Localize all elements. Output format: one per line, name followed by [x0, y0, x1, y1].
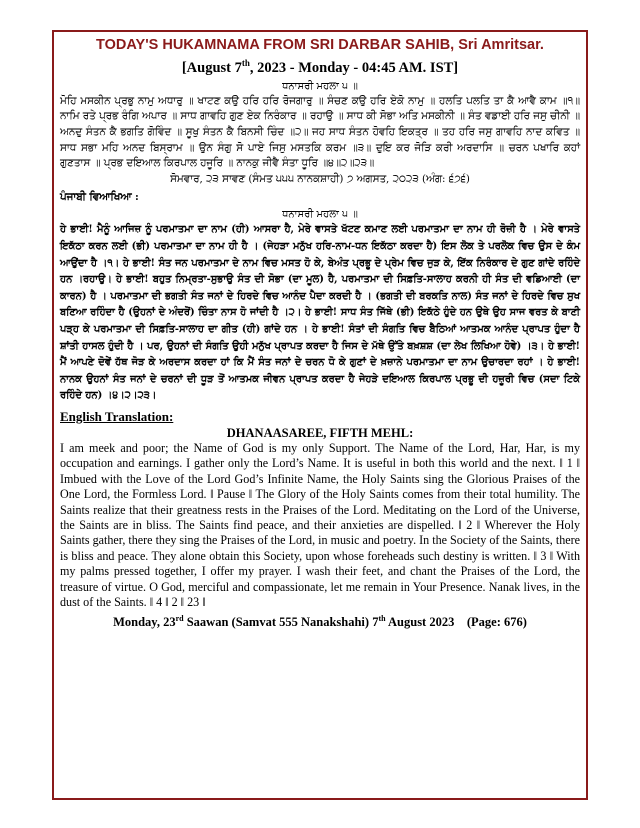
- footer-sup-1: rd: [175, 614, 184, 624]
- punjabi-heading: ਧਨਾਸਰੀ ਮਹਲਾ ੫ ॥: [282, 209, 358, 221]
- footer-part-1: Monday, 23: [113, 615, 176, 630]
- gurbani-text: ਮੋਹਿ ਮਸਕੀਨ ਪ੍ਰਭੁ ਨਾਮੁ ਅਧਾਰੁ ॥ ਖਾਟਣ ਕਉ ਹਰਿ ਹਰਿ ਰੋਜਗਾਰੁ ॥ ਸੰਚਣ ਕਉ ਹਰਿ ਏਕੋ ਨਾਮੁ ॥ ਹਲਤਿ ਪਲਤਿ ਤਾ ਕੈ ਆਵੈ ਕਾਮ ॥੧॥ ਨਾਮਿ ਰਤੇ ਪ੍ਰਭ ਰੰਗਿ ਅਪਾਰ ॥ ਸਾਧ ਗਾਵਹਿ ਗੁਣ ਏਕ ਨਿਰੰਕਾਰ ॥ ਰਹਾਉ ॥ ਸਾਧ ਕੀ ਸੋਭਾ ਅਤਿ ਮਸਕੀਨੀ ॥ ਸੰਤ ਵਡਾਈ ਹਰਿ ਜਸੁ ਚੀਨੀ ॥ ਅਨਦੁ ਸੰਤਨ ਕੈ ਭਗਤਿ ਗੋਵਿੰਦ ॥ ਸੂਖੁ ਸੰਤਨ ਕੈ ਬਿਨਸੀ ਚਿੰਦ ॥੨॥ ਜਹ ਸਾਧ ਸੰਤਨ ਹੋਵਹਿ ਇਕਤ੍ਰ ॥ ਤਹ ਹਰਿ ਜਸੁ ਗਾਵਹਿ ਨਾਦ ਕਵਿਤ ॥ ਸਾਧ ਸਭਾ ਮਹਿ ਅਨਦ ਬਿਸ੍ਰਾਮ ॥ ਉਨ ਸੰਗੁ ਸੋ ਪਾਏ ਜਿਸੁ ਮਸਤਕਿ ਕਰਮ ॥੩॥ ਦੁਇ ਕਰ ਜੋੜਿ ਕਰੀ ਅਰਦਾਸਿ ॥ ਚਰਨ ਪਖਾਰਿ ਕਹਾਂ ਗੁਣਤਾਸ ॥ ਪ੍ਰਭ ਦਇਆਲ ਕਿਰਪਾਲ ਹਜੂਰਿ ॥ ਨਾਨਕੁ ਜੀਵੈ ਸੰਤਾ ਧੂਰਿ ॥੪॥੨॥੨੩॥: [60, 94, 580, 170]
- english-translation: I am meek and poor; the Name of God is my only Support. The Name of the Lord, Har, Har, is my occupation and earnings. I gather only the Lord’s Name. It is useful in both this world and the next. ‖ 1 ‖ Imbued with the Love of the Lord God’s Infinite Name, the Holy Saints sing the Glorious Praises of the One Lord, the Formless Lord. ‖ Pause ‖ The Glory of the Holy Saints comes from their total humility. The Saints realize that their greatness rests in the Praises of the Lord. Meditating on the Lord of the Universe, the Saints are in bliss. The Saints find peace, and their anxieties are dispelled. ‖ 2 ‖ Wherever the Holy Saints gather, there they sing the Praises of the Lord, in music and poetry. In the Society of the Saints, there is bliss and peace. They alone obtain this Society, upon whose foreheads such destiny is written. ‖ 3 ‖ With my palms pressed together, I offer my prayer. I wash their feet, and chant the Praises of the Lord, the treasure of virtue. O God, merciful and compassionate, let me remain in Your Presence. Nanak lives, in the dust of the Saints. ‖ 4 ‖ 2 ‖ 23 ‖: [60, 440, 580, 609]
- english-section-label: English Translation:: [60, 408, 174, 424]
- hukamnama-page: [52, 30, 588, 800]
- punjabi-section-label: ਪੰਜਾਬੀ ਵਿਆਖਿਆ :: [60, 191, 139, 204]
- footer-part-2: Saawan (Samvat 555 Nanakshahi) 7: [183, 615, 379, 630]
- punjabi-explanation: ਹੇ ਭਾਈ! ਮੈਨੂੰ ਆਜਿਜ਼ ਨੂੰ ਪਰਮਾਤਮਾ ਦਾ ਨਾਮ (ਹੀ) ਆਸਰਾ ਹੈ, ਮੇਰੇ ਵਾਸਤੇ ਖੱਟਣ ਕਮਾਣ ਲਈ ਪਰਮਾਤਮਾ ਦਾ ਨਾਮ ਹੀ ਰੋਜ਼ੀ ਹੈ । ਮੇਰੇ ਵਾਸਤੇ ਇਕੱਠਾ ਕਰਨ ਲਈ (ਭੀ) ਪਰਮਾਤਮਾ ਦਾ ਨਾਮ ਹੀ ਹੈ । (ਜੇਹੜਾ ਮਨੁੱਖ ਹਰਿ-ਨਾਮ-ਧਨ ਇਕੱਠਾ ਕਰਦਾ ਹੈ) ਇਸ ਲੋਕ ਤੇ ਪਰਲੋਕ ਵਿਚ ਉਸ ਦੇ ਕੰਮ ਆਉਂਦਾ ਹੈ ।੧। ਹੇ ਭਾਈ! ਸੰਤ ਜਨ ਪਰਮਾਤਮਾ ਦੇ ਨਾਮ ਵਿਚ ਮਸਤ ਹੋ ਕੇ, ਬੇਅੰਤ ਪ੍ਰਭੂ ਦੇ ਪ੍ਰੇਮ ਵਿਚ ਜੁੜ ਕੇ, ਇੱਕ ਨਿਰੰਕਾਰ ਦੇ ਗੁਣ ਗਾਂਦੇ ਰਹਿੰਦੇ ਹਨ ।ਰਹਾਉ। ਹੇ ਭਾਈ! ਬਹੁਤ ਨਿਮ੍ਰਤਾ-ਸੁਭਾਉ ਸੰਤ ਦੀ ਸੋਭਾ (ਦਾ ਮੂਲ) ਹੈ, ਪਰਮਾਤਮਾ ਦੀ ਸਿਫ਼ਤਿ-ਸਾਲਾਹ ਕਰਨੀ ਹੀ ਸੰਤ ਦੀ ਵਡਿਆਈ (ਦਾ ਕਾਰਨ) ਹੈ । ਪਰਮਾਤਮਾ ਦੀ ਭਗਤੀ ਸੰਤ ਜਨਾਂ ਦੇ ਹਿਰਦੇ ਵਿਚ ਆਨੰਦ ਪੈਦਾ ਕਰਦੀ ਹੈ । (ਭਗਤੀ ਦੀ ਬਰਕਤਿ ਨਾਲ) ਸੰਤ ਜਨਾਂ ਦੇ ਹਿਰਦੇ ਵਿਚ ਸੁਖ ਬਣਿਆ ਰਹਿੰਦਾ ਹੈ (ਉਹਨਾਂ ਦੇ ਅੰਦਰੋਂ) ਚਿੰਤਾ ਨਾਸ ਹੋ ਜਾਂਦੀ ਹੈ ।੨। ਹੇ ਭਾਈ! ਸਾਧ ਸੰਤ ਜਿੱਥੇ (ਭੀ) ਇਕੱਠੇ ਹੁੰਦੇ ਹਨ ਉਥੇ ਉਹ ਸਾਜ ਵਰਤ ਕੇ ਬਾਣੀ ਪੜ੍ਹ ਕੇ ਪਰਮਾਤਮਾ ਦੀ ਸਿਫ਼ਤਿ-ਸਾਲਾਹ ਦਾ ਗੀਤ (ਹੀ) ਗਾਂਦੇ ਹਨ । ਹੇ ਭਾਈ! ਸੰਤਾਂ ਦੀ ਸੰਗਤਿ ਵਿਚ ਬੈਠਿਆਂ ਆਤਮਕ ਆਨੰਦ ਪ੍ਰਾਪਤ ਹੁੰਦਾ ਹੈ ਸ਼ਾਂਤੀ ਹਾਸਲ ਹੁੰਦੀ ਹੈ । ਪਰ, ਉਹਨਾਂ ਦੀ ਸੰਗਤਿ ਉਹੀ ਮਨੁੱਖ ਪ੍ਰਾਪਤ ਕਰਦਾ ਹੈ ਜਿਸ ਦੇ ਮੱਥੇ ਉੱਤੇ ਬਖ਼ਸ਼ਸ਼ (ਦਾ ਲੇਖ ਲਿਖਿਆ ਹੋਵੇ) ।੩। ਹੇ ਭਾਈ! ਮੈਂ ਆਪਣੇ ਦੋਵੇਂ ਹੱਥ ਜੋੜ ਕੇ ਅਰਦਾਸ ਕਰਦਾ ਹਾਂ ਕਿ ਮੈਂ ਸੰਤ ਜਨਾਂ ਦੇ ਚਰਨ ਧੋ ਕੇ ਗੁਣਾਂ ਦੇ ਖ਼ਜ਼ਾਨੇ ਪਰਮਾਤਮਾ ਦਾ ਨਾਮ ਉਚਾਰਦਾ ਰਹਾਂ । ਹੇ ਭਾਈ! ਨਾਨਕ ਉਹਨਾਂ ਸੰਤ ਜਨਾਂ ਦੇ ਚਰਨਾਂ ਦੀ ਧੂੜ ਤੋਂ ਆਤਮਕ ਜੀਵਨ ਪ੍ਰਾਪਤ ਕਰਦਾ ਹੈ ਜੇਹੜੇ ਦਇਆਲ ਕਿਰਪਾਲ ਪ੍ਰਭੂ ਦੀ ਹਜ਼ੂਰੀ ਵਿਚ (ਸਦਾ ਟਿਕੇ ਰਹਿੰਦੇ ਹਨ) ।੪।੨।੨੩।: [60, 224, 580, 402]
- date-open: [August 7: [181, 59, 242, 76]
- footer-part-3: August 2023 (Page: 676): [385, 615, 527, 630]
- english-heading: DHANAASAREE, FIFTH MEHL:: [226, 425, 414, 440]
- date-time-line: [60, 54, 580, 77]
- gurbani-heading: ਧਨਾਸਰੀ ਮਹਲਾ ੫ ॥: [282, 80, 358, 92]
- gurbani-date-info: ਸੋਮਵਾਰ, ੨੩ ਸਾਵਣ (ਸੰਮਤ ੫੫੫ ਨਾਨਕਸ਼ਾਹੀ) ੭ ਅਗਸਤ, ੨੦੨੩ (ਅੰਗ: ੬੭੬): [170, 172, 470, 185]
- footer-sup-2: th: [378, 614, 386, 624]
- page-title: TODAY'S HUKAMNAMA FROM SRI DARBAR SAHIB, Sri Amritsar.: [96, 37, 544, 53]
- footer-date-line: [60, 611, 580, 630]
- date-rest: , 2023 - Monday - 04:45 AM. IST]: [249, 59, 459, 76]
- date-suffix: th: [241, 58, 250, 68]
